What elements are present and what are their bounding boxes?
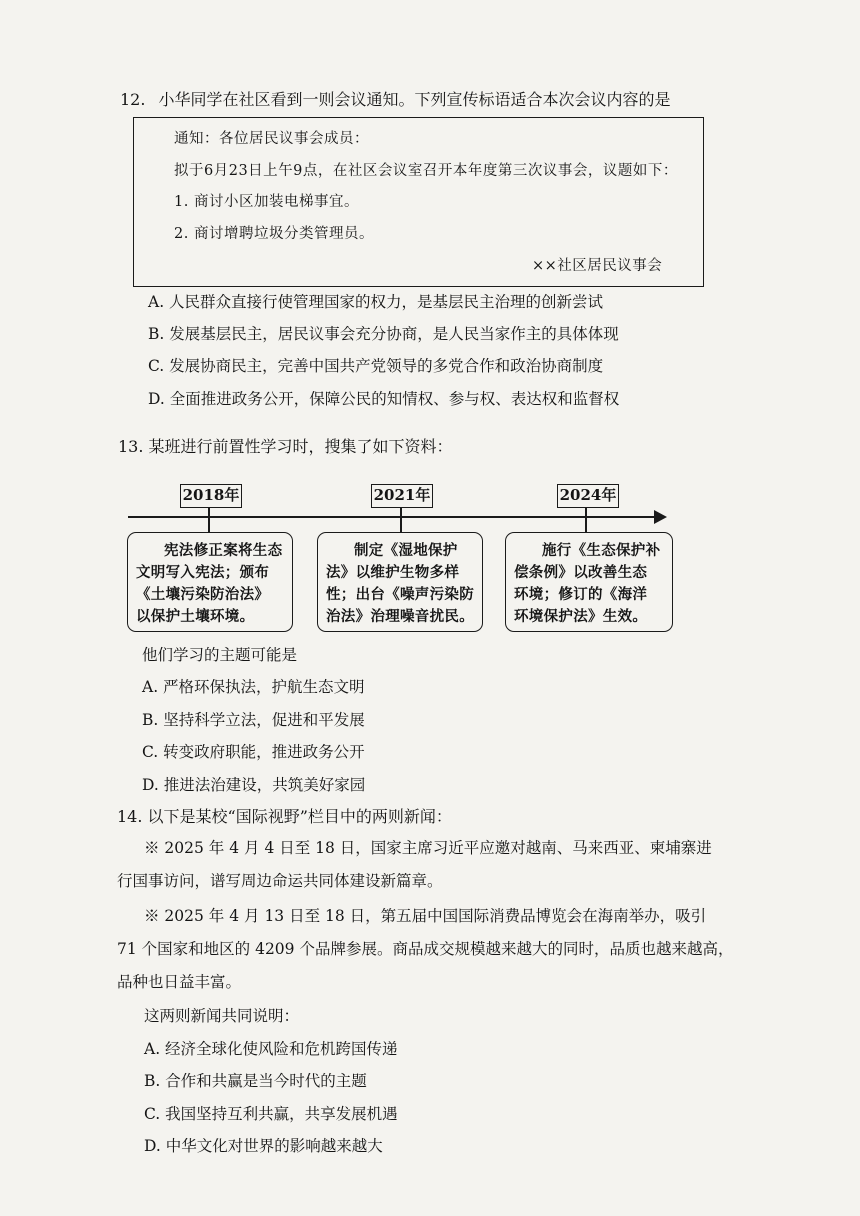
- event-text-line: 性；出台《噪声污染防: [326, 586, 474, 603]
- event-text-line: 《土壤污染防治法》: [136, 586, 270, 603]
- timeline-event-2024: [505, 532, 673, 632]
- timeline-year-2024: 2024年: [557, 484, 619, 508]
- notice-body: 拟于6月23日上午9点，在社区会议室召开本年度第三次议事会，议题如下：: [174, 163, 678, 179]
- q14-stem: 14. 以下是某校“国际视野”栏目中的两则新闻：: [117, 807, 452, 826]
- timeline-event-2018: [127, 532, 293, 632]
- q13-stem: 13. 某班进行前置性学习时，搜集了如下资料：: [118, 437, 453, 456]
- event-text-line: 制定《湿地保护: [354, 542, 458, 559]
- q13-option-b: B. 坚持科学立法，促进和平发展: [142, 711, 365, 729]
- news-2-line-1: ※ 2025 年 4 月 13 日至 18 日，第五届中国国际消费品博览会在海南举办，吸引: [144, 907, 707, 925]
- notice-item-1: 1. 商讨小区加装电梯事宜。: [174, 194, 359, 210]
- timeline-year-2018: 2018年: [180, 484, 242, 508]
- q12-stem: [120, 90, 671, 110]
- q12-text: 小华同学在社区看到一则会议通知。下列宣传标语适合本次会议内容的是: [158, 90, 671, 109]
- news-1-line-1: ※ 2025 年 4 月 4 日至 18 日，国家主席习近平应邀对越南、马来西亚、柬埔寨进: [144, 839, 712, 857]
- q12-option-a: A. 人民群众直接行使管理国家的权力，是基层民主治理的创新尝试: [148, 293, 604, 311]
- timeline-connector: [400, 508, 402, 532]
- event-text-line: 环境保护法》生效。: [514, 608, 648, 625]
- q14-option-d: D. 中华文化对世界的影响越来越大: [144, 1137, 383, 1155]
- timeline-year-2021: 2021年: [371, 484, 433, 508]
- event-text-line: 法》以维护生物多样: [326, 564, 460, 581]
- timeline-connector: [208, 508, 210, 532]
- q12-option-b: B. 发展基层民主，居民议事会充分协商，是人民当家作主的具体体现: [148, 325, 619, 343]
- event-text-line: 以保护土壤环境。: [136, 608, 255, 625]
- news-2-line-2: 71 个国家和地区的 4209 个品牌参展。商品成交规模越来越大的同时，品质也越来越高，: [117, 940, 734, 958]
- q14-option-c: C. 我国坚持互利共赢，共享发展机遇: [144, 1105, 398, 1123]
- q13-option-d: D. 推进法治建设，共筑美好家园: [142, 776, 366, 794]
- timeline-connector: [585, 508, 587, 532]
- q12-number: 12.: [120, 90, 146, 109]
- notice-greeting: 通知：各位居民议事会成员：: [174, 131, 369, 147]
- q14-option-a: A. 经济全球化使风险和危机跨国传递: [144, 1040, 398, 1058]
- event-text-line: 治法》治理噪音扰民。: [326, 608, 474, 625]
- q14-question: 这两则新闻共同说明：: [144, 1007, 300, 1025]
- event-text-line: 宪法修正案将生态: [164, 542, 283, 559]
- event-text-line: 文明写入宪法；颁布: [136, 564, 270, 581]
- q13-option-c: C. 转变政府职能，推进政务公开: [142, 743, 365, 761]
- meeting-notice: [133, 117, 704, 287]
- timeline-arrow-icon: [654, 510, 667, 524]
- q13-option-a: A. 严格环保执法，护航生态文明: [142, 678, 365, 696]
- event-text-line: 环境；修订的《海洋: [514, 586, 648, 603]
- news-2-line-3: 品种也日益丰富。: [117, 973, 242, 991]
- q14-option-b: B. 合作和共赢是当今时代的主题: [144, 1072, 367, 1090]
- q12-option-d: D. 全面推进政务公开，保障公民的知情权、参与权、表达权和监督权: [148, 390, 620, 408]
- event-text-line: 施行《生态保护补: [542, 542, 661, 559]
- event-text-line: 偿条例》以改善生态: [514, 564, 648, 581]
- notice-item-2: 2. 商讨增聘垃圾分类管理员。: [174, 226, 374, 242]
- q13-question: 他们学习的主题可能是: [142, 646, 298, 664]
- timeline-event-2021: [317, 532, 483, 632]
- q12-option-c: C. 发展协商民主，完善中国共产党领导的多党合作和政治协商制度: [148, 357, 604, 375]
- news-1-line-2: 行国事访问，谱写周边命运共同体建设新篇章。: [117, 872, 443, 890]
- notice-signature: ××社区居民议事会: [532, 258, 663, 274]
